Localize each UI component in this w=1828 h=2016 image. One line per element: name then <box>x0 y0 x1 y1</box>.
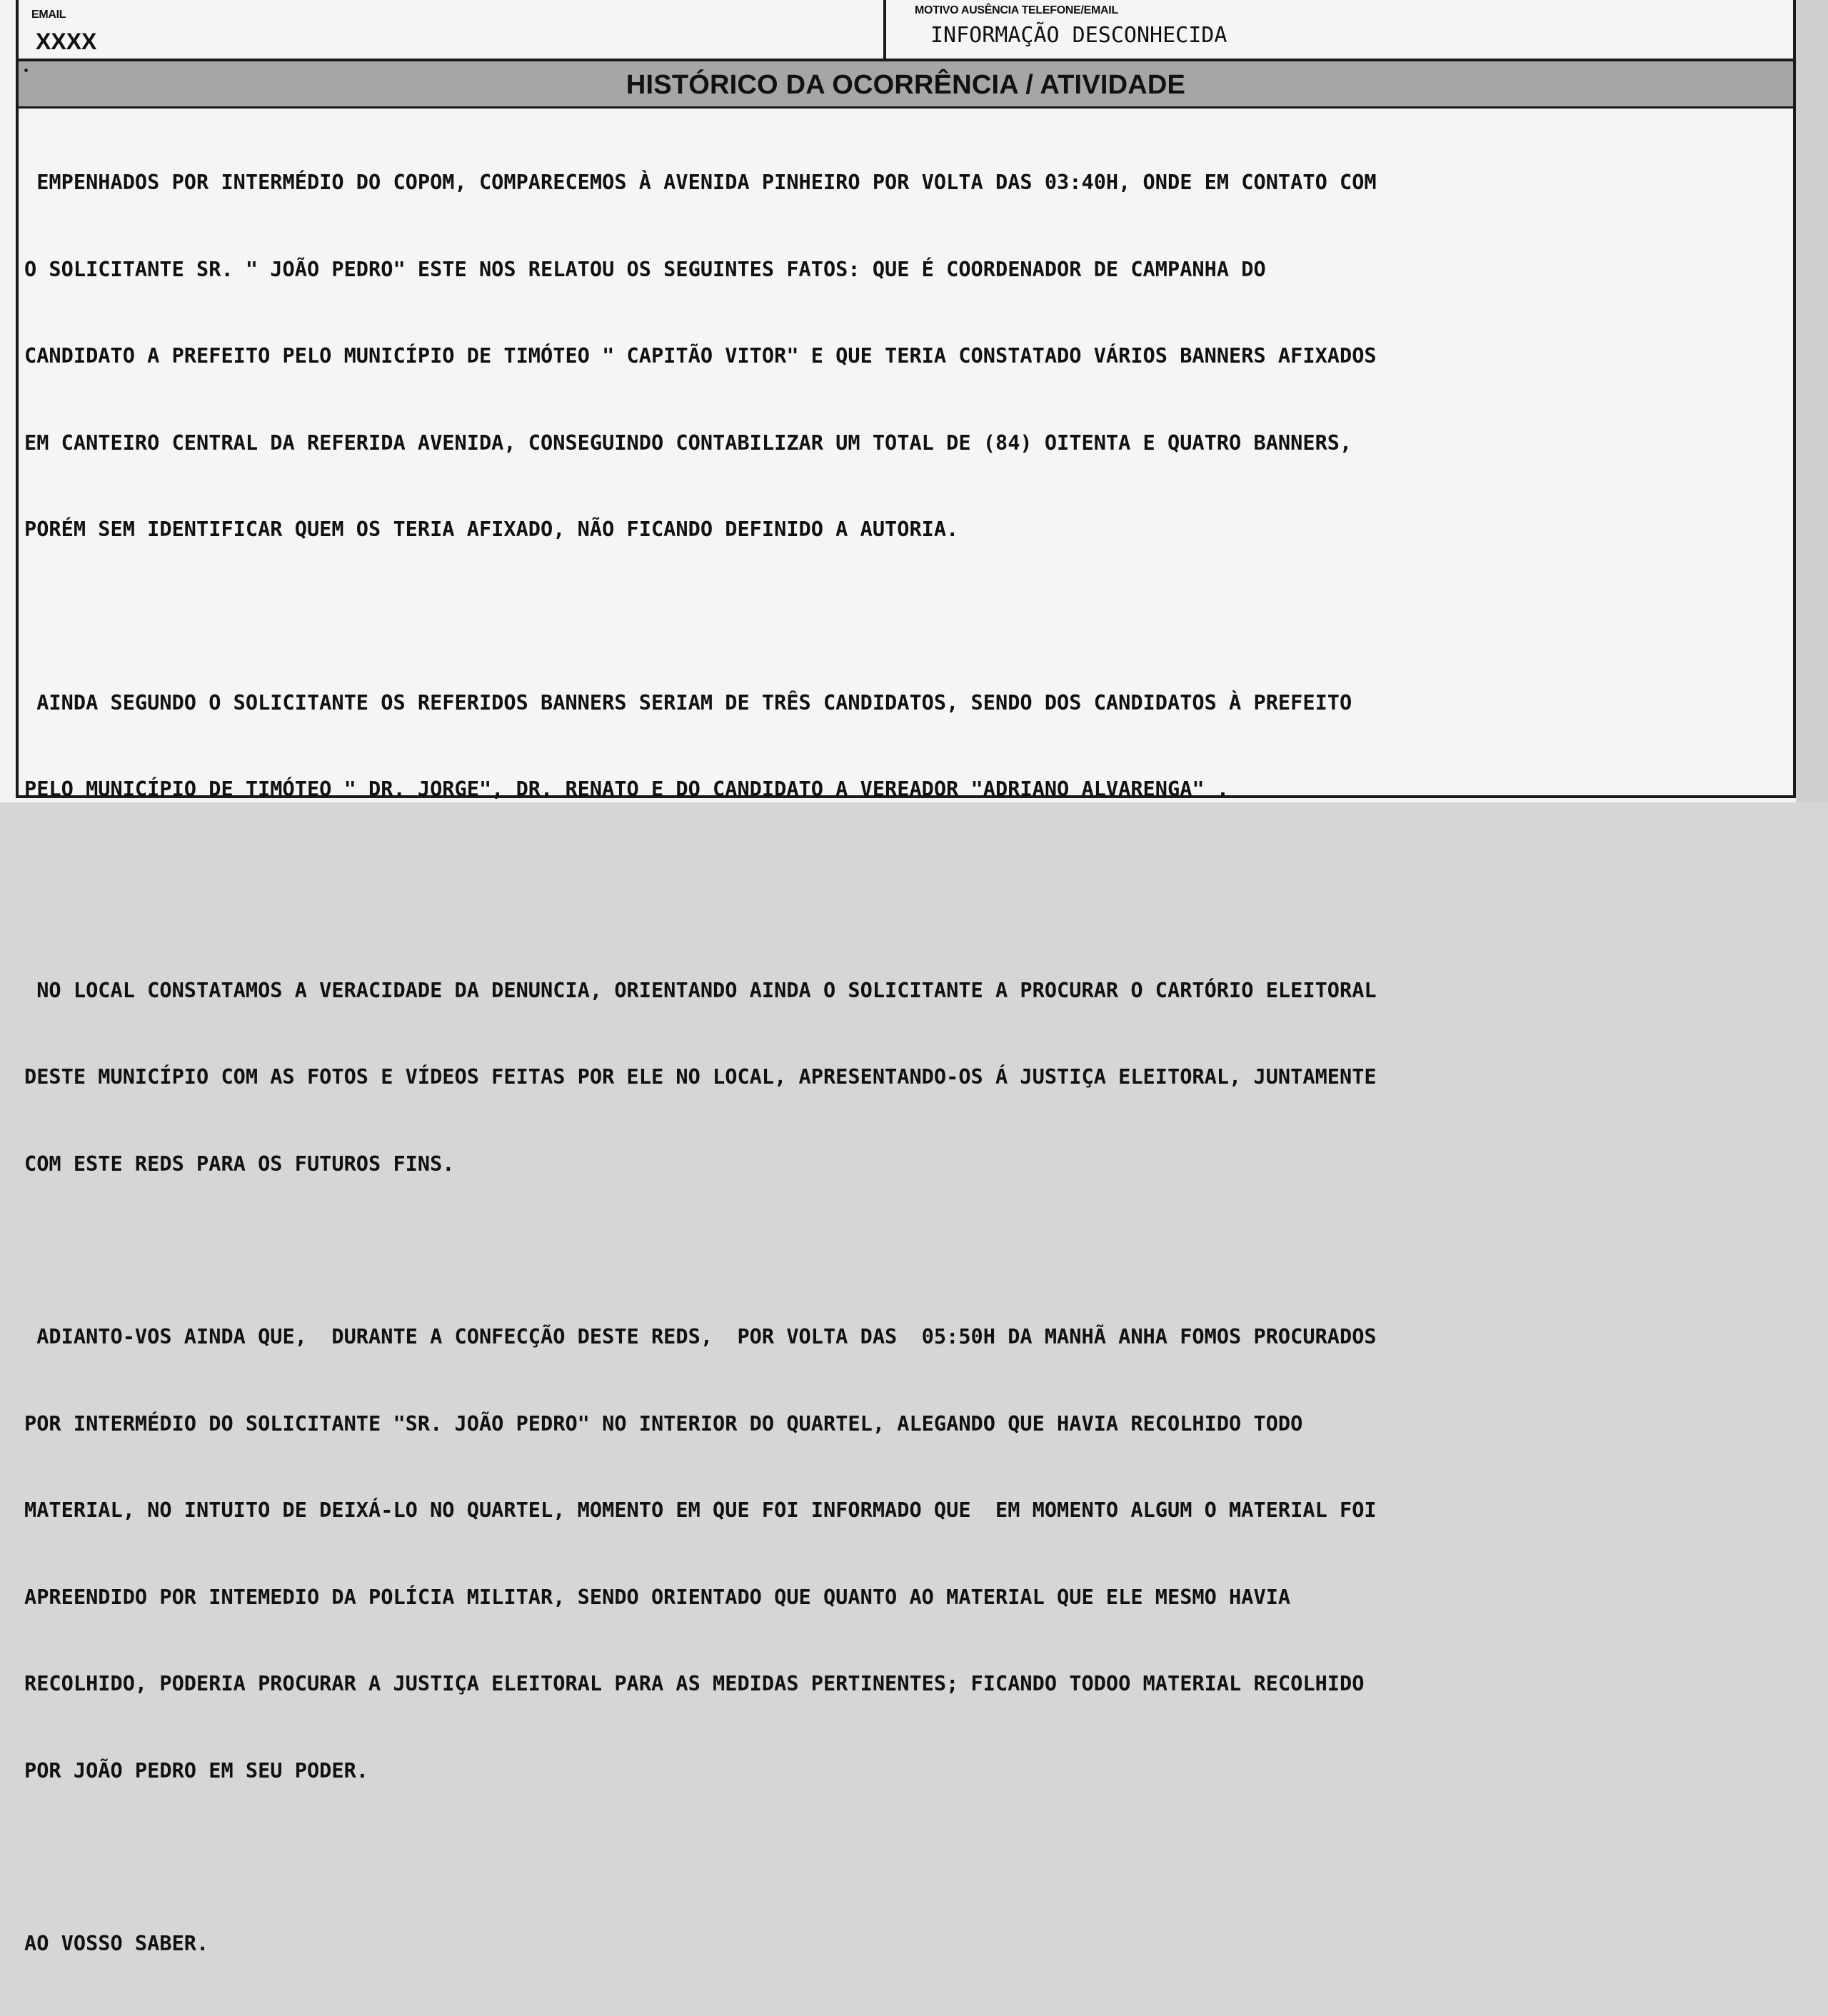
contact-header-row <box>19 0 1793 61</box>
history-paragraph-2 <box>24 630 1788 862</box>
history-line: DESTE MUNICÍPIO COM AS FOTOS E VÍDEOS FEITAS POR ELE NO LOCAL, APRESENTANDO-OS Á JUSTIÇA ELEITORAL, JUNTAMENTE <box>24 1064 1377 1089</box>
paragraph-spacer <box>24 1843 1788 1871</box>
email-label: EMAIL <box>31 9 66 21</box>
history-line: ADIANTO-VOS AINDA QUE, DURANTE A CONFECÇÃO DESTE REDS, POR VOLTA DAS 05:50H DA MANHÃ ANHA FOMOS PROCURADOS <box>24 1324 1377 1349</box>
email-value: XXXX <box>36 29 97 54</box>
history-line: EM CANTEIRO CENTRAL DA REFERIDA AVENIDA, CONSEGUINDO CONTABILIZAR UM TOTAL DE (84) OITENTA E QUATRO BANNERS, <box>24 430 1352 455</box>
section-title: HISTÓRICO DA OCORRÊNCIA / ATIVIDADE <box>626 70 1186 100</box>
motivo-cell <box>886 0 1793 59</box>
history-line: AO VOSSO SABER. <box>24 1931 209 1955</box>
history-line: MATERIAL, NO INTUITO DE DEIXÁ-LO NO QUARTEL, MOMENTO EM QUE FOI INFORMADO QUE EM MOMENTO ALGUM O MATERIAL FOI <box>24 1498 1377 1522</box>
history-line: AINDA SEGUNDO O SOLICITANTE OS REFERIDOS BANNERS SERIAM DE TRÊS CANDIDATOS, SENDO DOS CANDIDATOS À PREFEITO <box>24 690 1352 715</box>
history-line: APREENDIDO POR INTEMEDIO DA POLÍCIA MILITAR, SENDO ORIENTADO QUE QUANTO AO MATERIAL QUE ELE MESMO HAVIA <box>24 1584 1291 1609</box>
email-cell <box>19 0 886 59</box>
history-line: PORÉM SEM IDENTIFICAR QUEM OS TERIA AFIXADO, NÃO FICANDO DEFINIDO A AUTORIA. <box>24 517 959 541</box>
history-line: POR INTERMÉDIO DO SOLICITANTE "SR. JOÃO PEDRO" NO INTERIOR DO QUARTEL, ALEGANDO QUE HAVIA RECOLHIDO TODO <box>24 1411 1303 1436</box>
history-paragraph-1 <box>24 110 1788 602</box>
history-line: RECOLHIDO, PODERIA PROCURAR A JUSTIÇA ELEITORAL PARA AS MEDIDAS PERTINENTES; FICANDO TODOO MATERIAL RECOLHIDO <box>24 1671 1365 1695</box>
history-paragraph-4 <box>24 1264 1788 1843</box>
history-line: POR JOÃO PEDRO EM SEU PODER. <box>24 1758 369 1783</box>
history-line: COM ESTE REDS PARA OS FUTUROS FINS. <box>24 1151 455 1176</box>
motivo-value: INFORMAÇÃO DESCONHECIDA <box>930 23 1227 48</box>
history-paragraph-5 <box>24 1871 1788 2016</box>
history-text <box>24 110 1788 2016</box>
history-paragraph-3 <box>24 918 1788 1236</box>
history-line: O SOLICITANTE SR. " JOÃO PEDRO" ESTE NOS RELATOU OS SEGUINTES FATOS: QUE É COORDENADOR DE CAMPANHA DO <box>24 256 1266 281</box>
history-line: CANDIDATO A PREFEITO PELO MUNICÍPIO DE TIMÓTEO " CAPITÃO VITOR" E QUE TERIA CONSTATADO VÁRIOS BANNERS AFIXADOS <box>24 343 1377 368</box>
section-header-bar <box>19 61 1793 109</box>
paragraph-spacer <box>24 1236 1788 1264</box>
history-line: PELO MUNICÍPIO DE TIMÓTEO " DR. JORGE", DR. RENATO E DO CANDIDATO A VEREADOR "ADRIANO ALVARENGA" . <box>24 777 1230 801</box>
paragraph-spacer <box>24 602 1788 630</box>
motivo-label: MOTIVO AUSÊNCIA TELEFONE/EMAIL <box>915 4 1118 16</box>
history-line: EMPENHADOS POR INTERMÉDIO DO COPOM, COMPARECEMOS À AVENIDA PINHEIRO POR VOLTA DAS 03:40H, ONDE EM CONTATO COM <box>24 170 1377 194</box>
form-frame <box>16 0 1796 1955</box>
history-line: NO LOCAL CONSTATAMOS A VERACIDADE DA DENUNCIA, ORIENTANDO AINDA O SOLICITANTE A PROCURAR O CARTÓRIO ELEITORAL <box>24 977 1377 1002</box>
page-margin-edge <box>1796 0 1828 802</box>
paragraph-spacer <box>24 862 1788 918</box>
